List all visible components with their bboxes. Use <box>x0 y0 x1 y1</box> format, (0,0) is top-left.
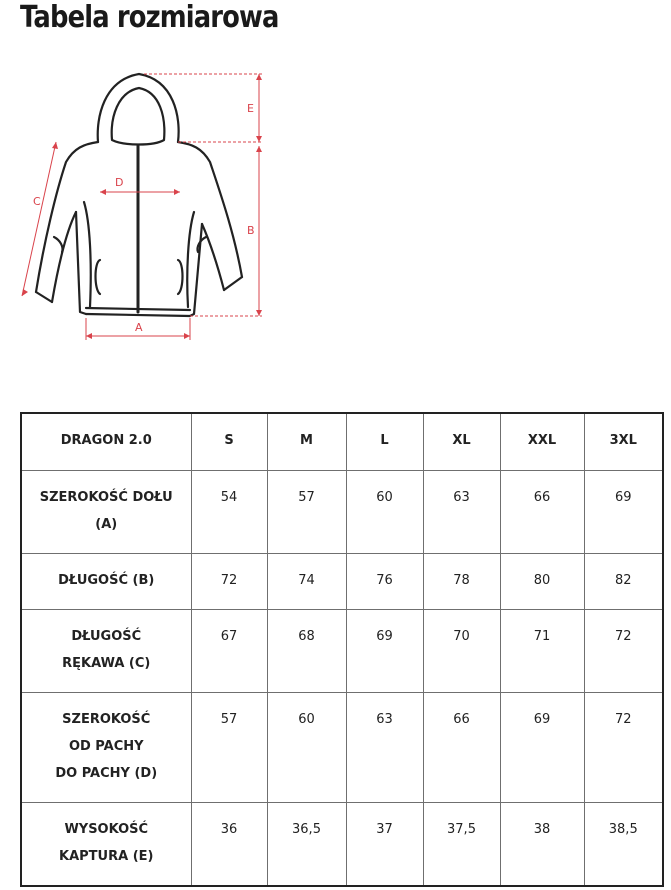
table-row <box>21 610 663 693</box>
left-sleeve-outer <box>36 292 52 302</box>
table-cell: 37,5 <box>423 803 500 887</box>
table-cell: 82 <box>584 554 663 610</box>
table-cell: 66 <box>500 471 584 554</box>
row-label-line: SZEROKOŚĆ DOŁU <box>39 490 173 505</box>
table-cell: 60 <box>346 471 423 554</box>
row-label-line: RĘKAWA (C) <box>62 656 151 671</box>
table-cell: 57 <box>191 693 267 803</box>
table-row <box>21 693 663 803</box>
right-sleeve-outer <box>224 277 242 290</box>
label-e: E <box>247 102 254 115</box>
table-cell: 60 <box>267 693 346 803</box>
jacket-outline <box>36 74 242 316</box>
row-label-line: DO PACHY (D) <box>55 766 158 781</box>
row-label-sleeve-length <box>21 610 191 693</box>
table-cell: 66 <box>423 693 500 803</box>
table-cell: 76 <box>346 554 423 610</box>
header-size-l: L <box>346 413 423 471</box>
table-row <box>21 803 663 887</box>
table-cell: 72 <box>191 554 267 610</box>
header-size-xl: XL <box>423 413 500 471</box>
table-cell: 72 <box>584 693 663 803</box>
size-table <box>20 412 664 887</box>
row-label-length <box>21 554 191 610</box>
measurement-lines <box>22 74 262 340</box>
table-row <box>21 471 663 554</box>
table-cell: 80 <box>500 554 584 610</box>
table-cell: 38,5 <box>584 803 663 887</box>
row-label-chest-width <box>21 693 191 803</box>
table-cell: 36 <box>191 803 267 887</box>
table-cell: 63 <box>346 693 423 803</box>
header-model: DRAGON 2.0 <box>21 413 191 471</box>
header-size-m: M <box>267 413 346 471</box>
table-cell: 36,5 <box>267 803 346 887</box>
row-label-hood-height <box>21 803 191 887</box>
table-cell: 37 <box>346 803 423 887</box>
table-cell: 68 <box>267 610 346 693</box>
label-c: C <box>33 195 41 208</box>
table-cell: 72 <box>584 610 663 693</box>
left-panel <box>84 202 91 307</box>
left-cuff <box>54 237 63 252</box>
row-label-line: DŁUGOŚĆ (B) <box>58 573 155 588</box>
row-label-bottom-width <box>21 471 191 554</box>
table-cell: 54 <box>191 471 267 554</box>
label-d: D <box>115 176 124 189</box>
left-pocket <box>96 260 101 294</box>
right-panel <box>187 212 194 307</box>
right-sleeve-inner <box>202 224 224 290</box>
table-cell: 63 <box>423 471 500 554</box>
label-b: B <box>247 224 255 237</box>
row-label-line: DŁUGOŚĆ <box>71 629 142 644</box>
table-cell: 71 <box>500 610 584 693</box>
hem <box>86 314 190 316</box>
header-size-s: S <box>191 413 267 471</box>
left-body-side <box>76 212 86 314</box>
row-label-line: KAPTURA (E) <box>59 849 154 864</box>
table-cell: 67 <box>191 610 267 693</box>
header-size-3xl: 3XL <box>584 413 663 471</box>
label-a: A <box>135 321 143 334</box>
table-cell: 57 <box>267 471 346 554</box>
jacket-diagram <box>14 62 274 347</box>
header-size-xxl: XXL <box>500 413 584 471</box>
left-sleeve-inner <box>52 212 76 302</box>
row-label-line: WYSOKOŚĆ <box>64 822 149 837</box>
measurement-arrows <box>22 74 262 339</box>
table-row <box>21 554 663 610</box>
table-cell: 69 <box>346 610 423 693</box>
table-cell: 78 <box>423 554 500 610</box>
left-shoulder <box>36 142 98 292</box>
row-label-line: (A) <box>95 517 118 532</box>
table-header-row <box>21 413 663 471</box>
page-title: Tabela rozmiarowa <box>20 0 279 35</box>
hood-inner <box>112 88 165 145</box>
table-cell: 69 <box>500 693 584 803</box>
row-label-line: OD PACHY <box>68 739 144 754</box>
table-cell: 69 <box>584 471 663 554</box>
table-cell: 38 <box>500 803 584 887</box>
hood-outer <box>98 74 179 142</box>
row-label-line: SZEROKOŚĆ <box>62 712 151 727</box>
table-cell: 70 <box>423 610 500 693</box>
right-body-side <box>190 224 202 316</box>
table-cell: 74 <box>267 554 346 610</box>
right-pocket <box>178 260 183 294</box>
